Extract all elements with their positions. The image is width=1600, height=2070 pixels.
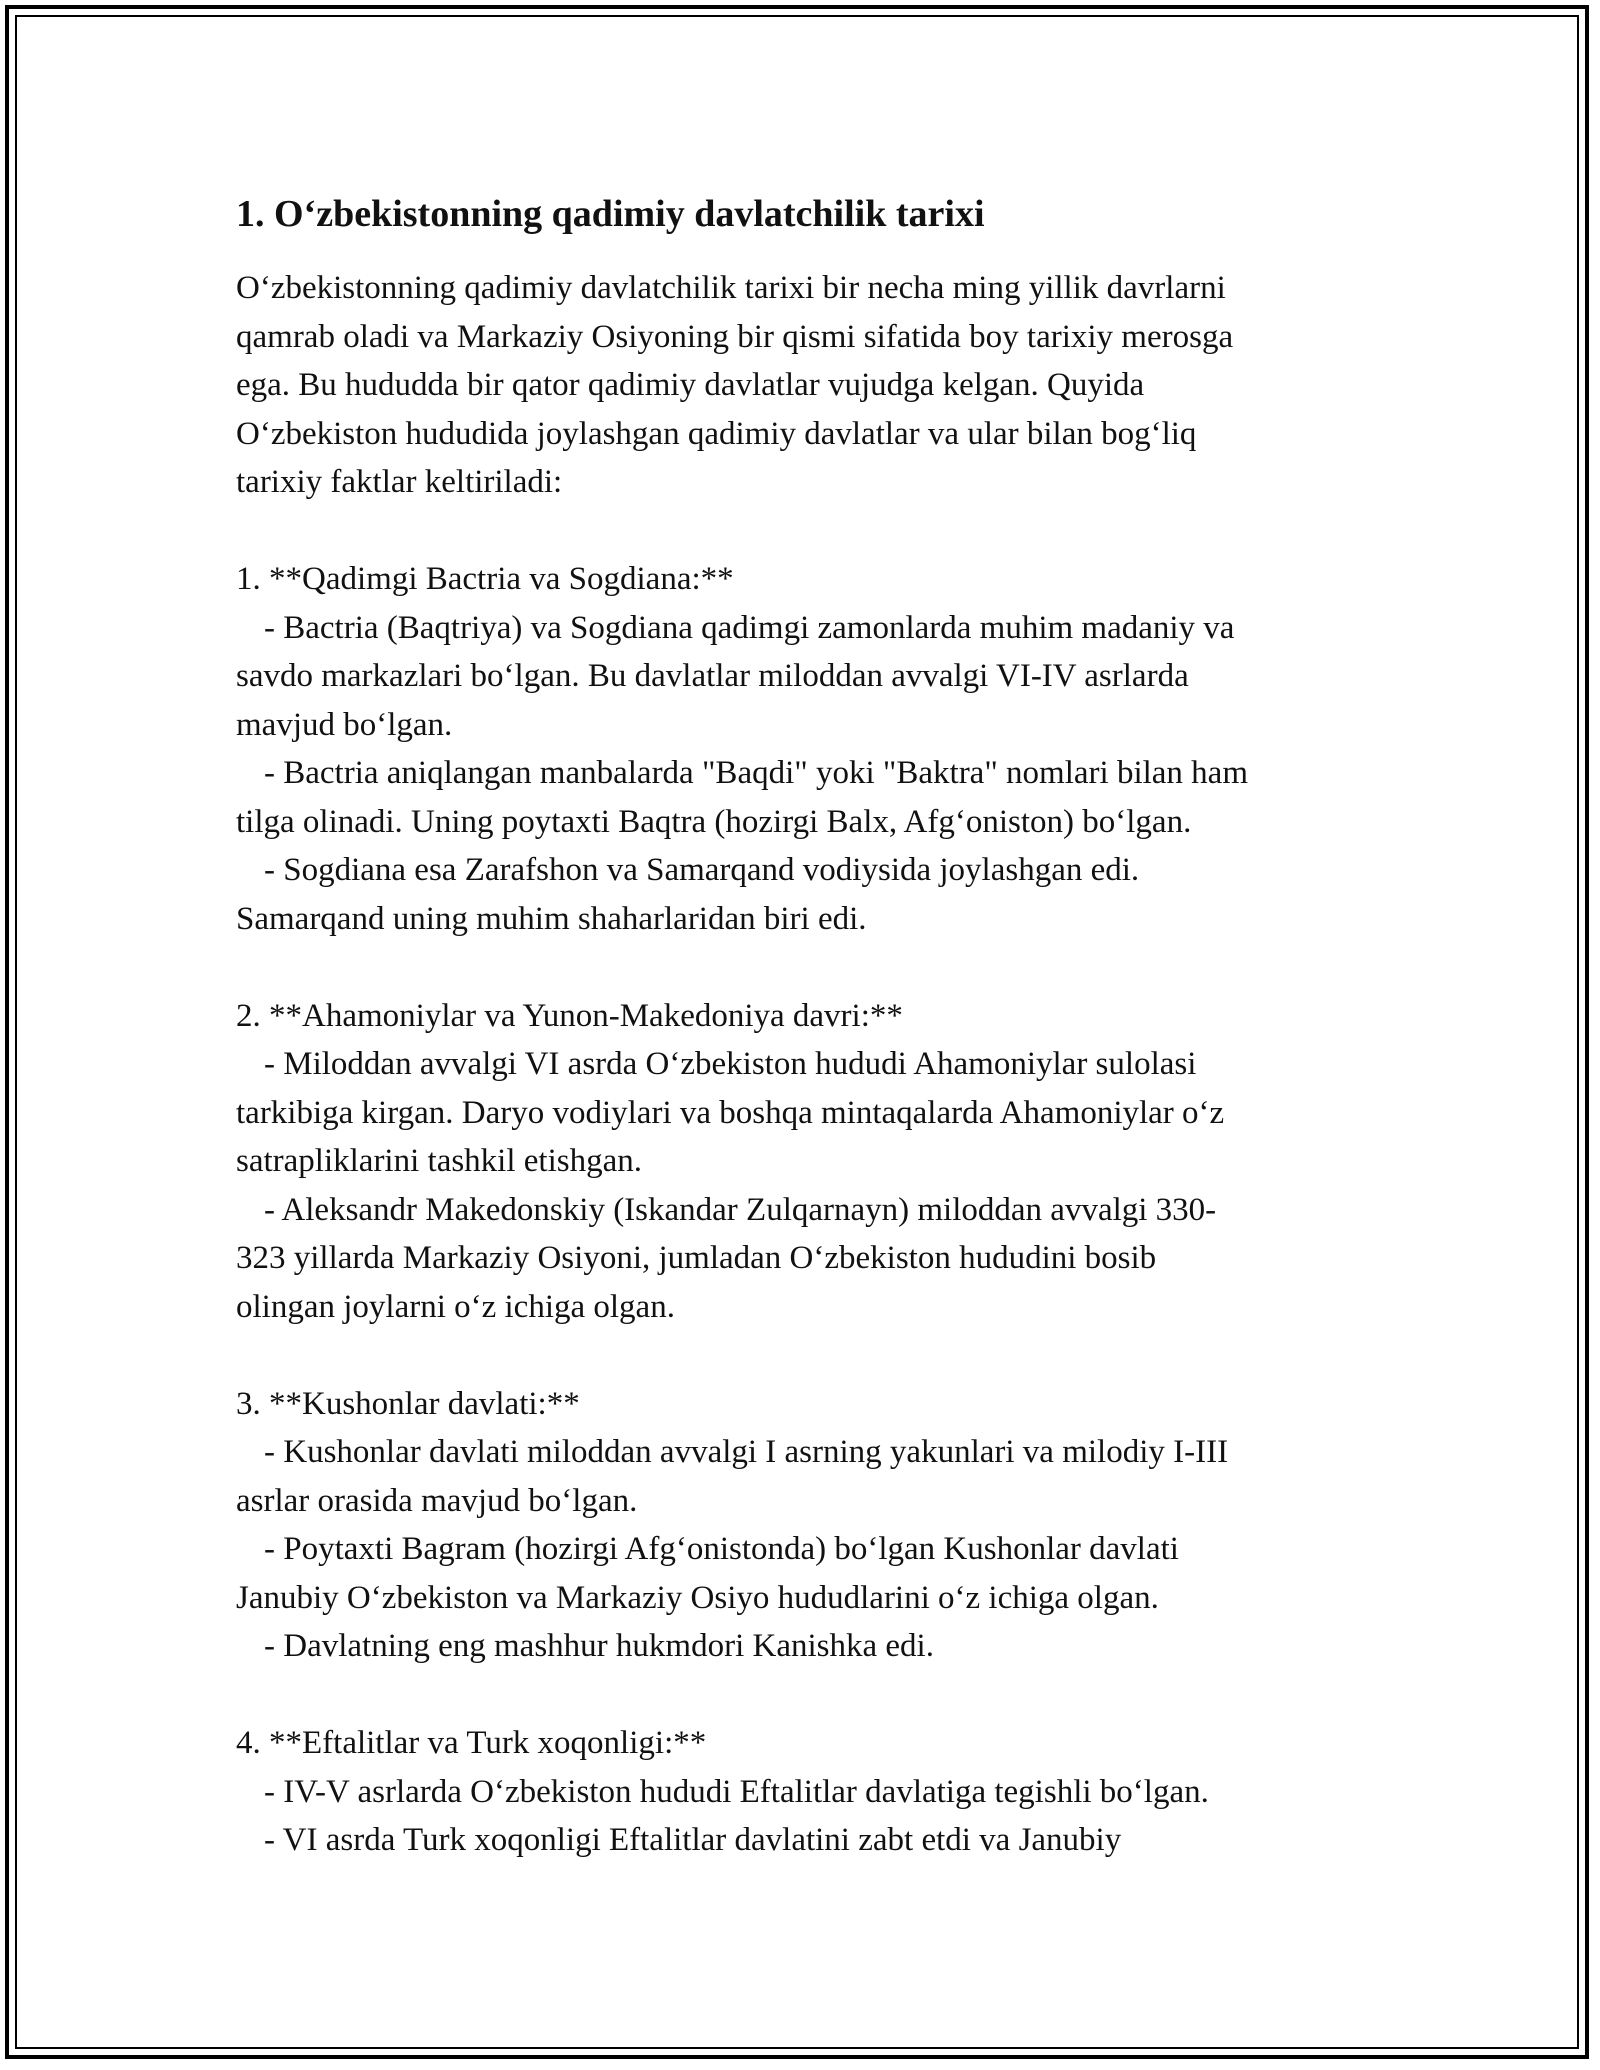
document-title: 1. O‘zbekistonning qadimiy davlatchilik tarixi [236, 193, 985, 235]
bullet-line: - VI asrda Turk xoqonligi Eftalitlar davlatini zabt etdi va Janubiy [264, 1822, 1122, 1858]
continuation-line: asrlar orasida mavjud bo‘lgan. [236, 1482, 638, 1519]
intro-line: ega. Bu hududda bir qator qadimiy davlatlar vujudga kelgan. Quyida [236, 367, 1145, 403]
intro-line: qamrab oladi va Markaziy Osiyoning bir qismi sifatida boy tarixiy merosga [236, 318, 1234, 355]
section-heading: 3. **Kushonlar davlati:** [236, 1385, 580, 1422]
continuation-line: Janubiy O‘zbekiston va Markaziy Osiyo hududlarini o‘z ichiga olgan. [236, 1579, 1159, 1616]
section [236, 1380, 1366, 1671]
section-spacer [236, 1671, 1366, 1720]
continuation-line: 323 yillarda Markaziy Osiyoni, jumladan O‘zbekiston hududini bosib [236, 1240, 1157, 1276]
bullet-line: - Aleksandr Makedonskiy (Iskandar Zulqarnayn) miloddan avvalgi 330- [264, 1191, 1217, 1228]
sections-list [236, 507, 1366, 1865]
continuation-line: Samarqand uning muhim shaharlaridan biri edi. [236, 900, 867, 937]
continuation-line: olingan joylarni o‘z ichiga olgan. [236, 1288, 675, 1325]
section [236, 555, 1366, 943]
section-heading: 4. **Eftalitlar va Turk xoqonligi:** [236, 1725, 707, 1761]
bullet-line: - Davlatning eng mashhur hukmdori Kanishka edi. [264, 1628, 934, 1664]
bullet-line: - IV-V asrlarda O‘zbekiston hududi Eftalitlar davlatiga tegishli bo‘lgan. [264, 1773, 1209, 1810]
intro-line: O‘zbekistonning qadimiy davlatchilik tarixi bir necha ming yillik davrlarni [236, 270, 1226, 306]
document-body [236, 188, 1366, 1865]
continuation-line: tarkibiga kirgan. Daryo vodiylari va boshqa mintaqalarda Ahamoniylar o‘z [236, 1094, 1225, 1131]
bullet-line: - Sogdiana esa Zarafshon va Samarqand vodiysida joylashgan edi. [264, 852, 1140, 888]
section [236, 992, 1366, 1332]
section-spacer [236, 943, 1366, 992]
bullet-line: - Kushonlar davlati miloddan avvalgi I asrning yakunlari va milodiy I-III [264, 1434, 1229, 1470]
bullet-line: - Miloddan avvalgi VI asrda O‘zbekiston hududi Ahamoniylar sulolasi [264, 1046, 1197, 1082]
intro-paragraph [236, 264, 1366, 507]
intro-line: tarixiy faktlar keltiriladi: [236, 464, 563, 500]
section-spacer [236, 1331, 1366, 1380]
section [236, 1719, 1366, 1865]
bullet-line: - Poytaxti Bagram (hozirgi Afg‘onistonda) bo‘lgan Kushonlar davlati [264, 1531, 1179, 1567]
continuation-line: savdo markazlari bo‘lgan. Bu davlatlar miloddan avvalgi VI-IV asrlarda [236, 658, 1189, 694]
continuation-line: satrapliklarini tashkil etishgan. [236, 1143, 642, 1179]
section-heading: 1. **Qadimgi Bactria va Sogdiana:** [236, 561, 734, 597]
bullet-line: - Bactria (Baqtriya) va Sogdiana qadimgi zamonlarda muhim madaniy va [264, 609, 1235, 646]
continuation-line: tilga olinadi. Uning poytaxti Baqtra (hozirgi Balx, Afg‘oniston) bo‘lgan. [236, 803, 1192, 840]
bullet-line: - Bactria aniqlangan manbalarda "Baqdi" yoki "Baktra" nomlari bilan ham [264, 755, 1248, 791]
continuation-line: mavjud bo‘lgan. [236, 706, 453, 743]
intro-line: O‘zbekiston hududida joylashgan qadimiy davlatlar va ular bilan bog‘liq [236, 415, 1197, 452]
section-spacer [236, 507, 1366, 556]
section-heading: 2. **Ahamoniylar va Yunon-Makedoniya davri:** [236, 997, 903, 1034]
